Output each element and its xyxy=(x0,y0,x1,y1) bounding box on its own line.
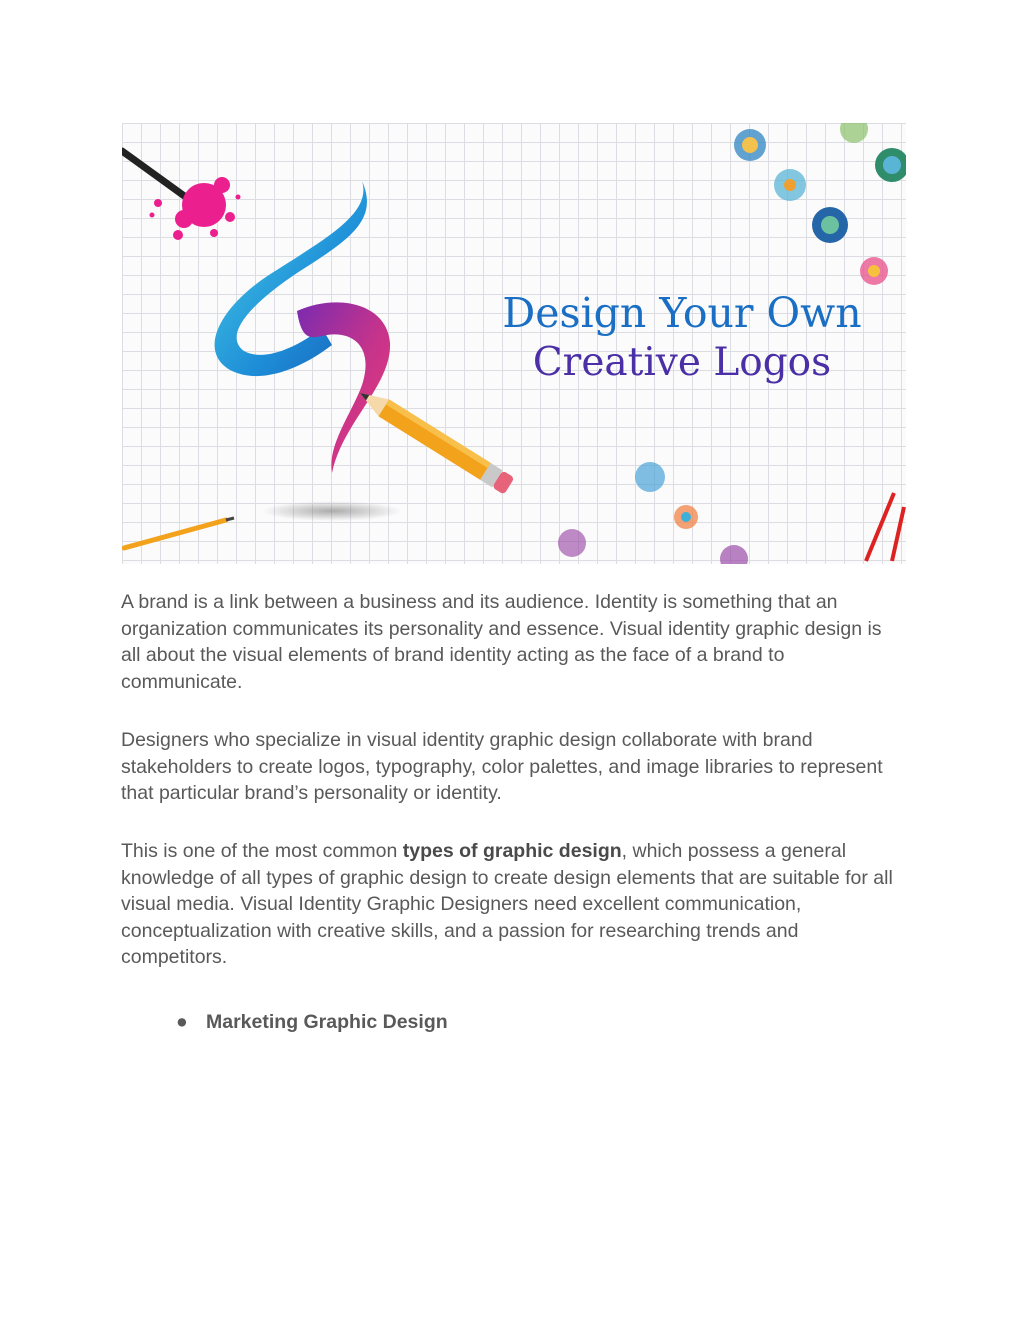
paragraph-text-before: This is one of the most common xyxy=(121,840,403,862)
paragraph-brand: A brand is a link between a business and its audience. Identity is something that an organization communicates its personality and essence. Visual identity graphic design is all about the visual elements of brand identity acting as the face of a brand to communicate. xyxy=(121,591,882,693)
banner-image xyxy=(122,123,906,564)
ink-splash xyxy=(150,177,241,240)
paragraph-designers: Designers who specialize in visual identity graphic design collaborate with brand stakeholders to create logos, typography, color palettes, and image libraries to represent that particular brand’s personality or identity. xyxy=(121,729,883,804)
small-pencil-icon xyxy=(124,518,234,548)
bullet-label: Marketing Graphic Design xyxy=(206,1011,448,1033)
bullet-item xyxy=(176,1009,448,1035)
pencil-icon xyxy=(355,385,515,495)
ribbon-logo xyxy=(215,181,390,473)
paragraph-common-type xyxy=(121,838,901,971)
banner-headline xyxy=(492,288,872,388)
paragraph-text-after: , which possess a general knowledge of all types of graphic design to create design elements that are suitable for all visual media. Visual Identity Graphic Designers need excellent communication, conceptualization with creative skills, and a passion for researching trends and competitors. xyxy=(121,840,893,968)
bold-link-text: types of graphic design xyxy=(402,840,622,862)
banner-title-line1: Design Your Own xyxy=(502,289,862,337)
banner-title-line2: Creative Logos xyxy=(532,340,832,386)
bullet-icon: ● xyxy=(176,1011,188,1033)
